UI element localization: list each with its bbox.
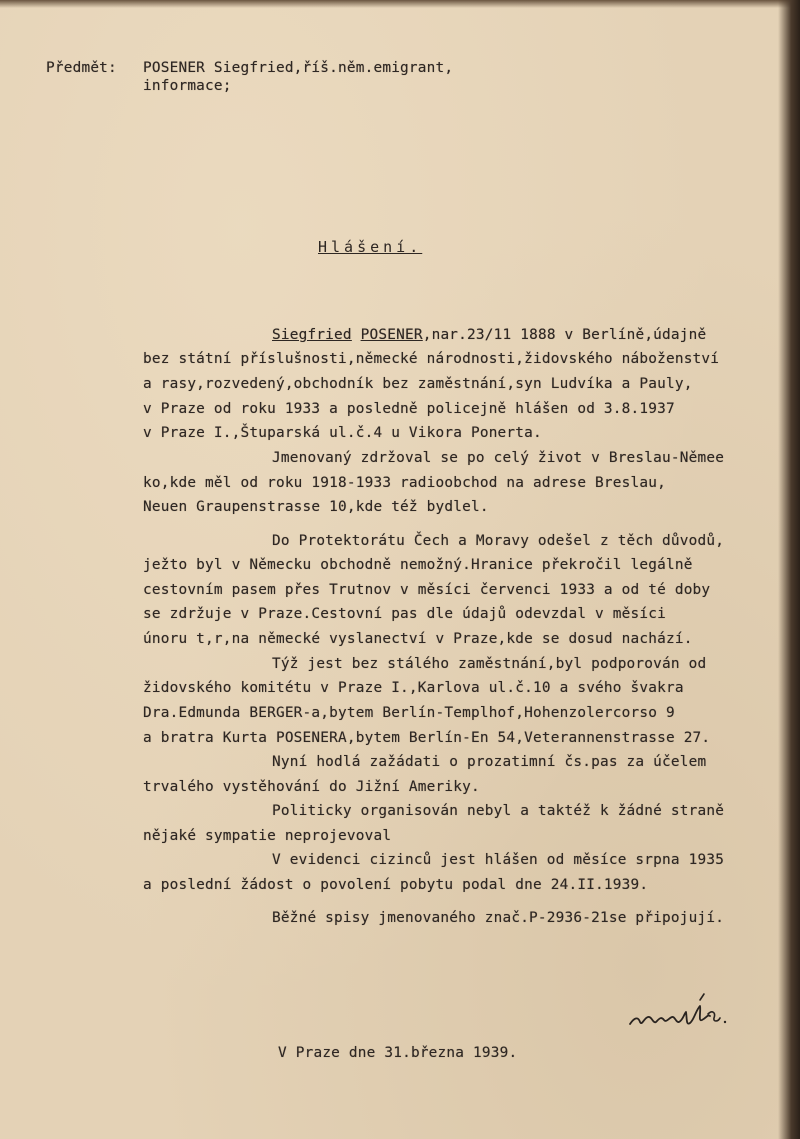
- report-line: bez státní příslušnosti,německé národnosti,židovského náboženství: [143, 351, 720, 367]
- scan-edge-right: [778, 0, 800, 1139]
- report-line: trvalého vystěhování do Jižní Ameriky.: [143, 779, 480, 795]
- report-line: Běžné spisy jmenovaného znač.P-2936-21se připojují.: [272, 910, 725, 926]
- report-line: ježto byl v Německu obchodně nemožný.Hranice překročil legálně: [143, 557, 693, 573]
- report-line-first-rest: ,nar.23/11 1888 v Berlíně,údajně: [422, 327, 707, 343]
- report-line: židovského komitétu v Praze I.,Karlova ul.č.10 a svého švakra: [143, 680, 684, 696]
- report-line: nějaké sympatie neprojevoval: [143, 828, 392, 844]
- scan-edge-top: [0, 0, 800, 8]
- report-line: ko,kde měl od roku 1918-1933 radioobchod na adrese Breslau,: [143, 475, 666, 491]
- report-line: a rasy,rozvedený,obchodník bez zaměstnání,syn Ludvíka a Pauly,: [143, 376, 693, 392]
- report-line-first: [272, 327, 706, 343]
- report-line: a poslední žádost o povolení pobytu podal dne 24.II.1939.: [143, 877, 649, 893]
- subject-line-1: POSENER Siegfried,říš.něm.emigrant,: [143, 60, 454, 76]
- report-line: se zdržuje v Praze.Cestovní pas dle údajů odevzdal v měsíci: [143, 606, 666, 622]
- report-line: únoru t,r,na německé vyslanectví v Praze,kde se dosud nachází.: [143, 631, 693, 647]
- report-line: Týž jest bez stálého zaměstnání,byl podporován od: [272, 656, 707, 672]
- name-first: Siegfried: [272, 327, 352, 343]
- report-line: V evidenci cizinců jest hlášen od měsíce srpna 1935: [272, 852, 725, 868]
- report-line: Do Protektorátu Čech a Moravy odešel z těch důvodů,: [272, 533, 725, 549]
- report-line: Jmenovaný zdržoval se po celý život v Breslau-Němee: [272, 450, 725, 466]
- report-heading: Hlášení.: [318, 238, 423, 256]
- report-line: v Praze od roku 1933 a posledně policejně hlášen od 3.8.1937: [143, 401, 675, 417]
- subject-line-2: informace;: [143, 78, 232, 94]
- place-date: V Praze dne 31.března 1939.: [278, 1045, 518, 1061]
- report-line: a bratra Kurta POSENERA,bytem Berlín-En 54,Veterannenstrasse 27.: [143, 730, 711, 746]
- report-line: Politicky organisován nebyl a taktéž k žádné straně: [272, 803, 725, 819]
- report-line: Dra.Edmunda BERGER-a,bytem Berlín-Templhof,Hohenzolercorso 9: [143, 705, 675, 721]
- subject-label: Předmět:: [46, 60, 117, 76]
- report-line: v Praze I.,Štuparská ul.č.4 u Vikora Ponerta.: [143, 425, 542, 441]
- report-line: Neuen Graupenstrasse 10,kde též bydlel.: [143, 499, 489, 515]
- report-line: cestovním pasem přes Trutnov v měsíci červenci 1933 a od té doby: [143, 582, 711, 598]
- report-line: Nyní hodlá zažádati o prozatimní čs.pas za účelem: [272, 754, 707, 770]
- handwritten-signature: [628, 992, 748, 1042]
- name-last: POSENER: [360, 327, 423, 343]
